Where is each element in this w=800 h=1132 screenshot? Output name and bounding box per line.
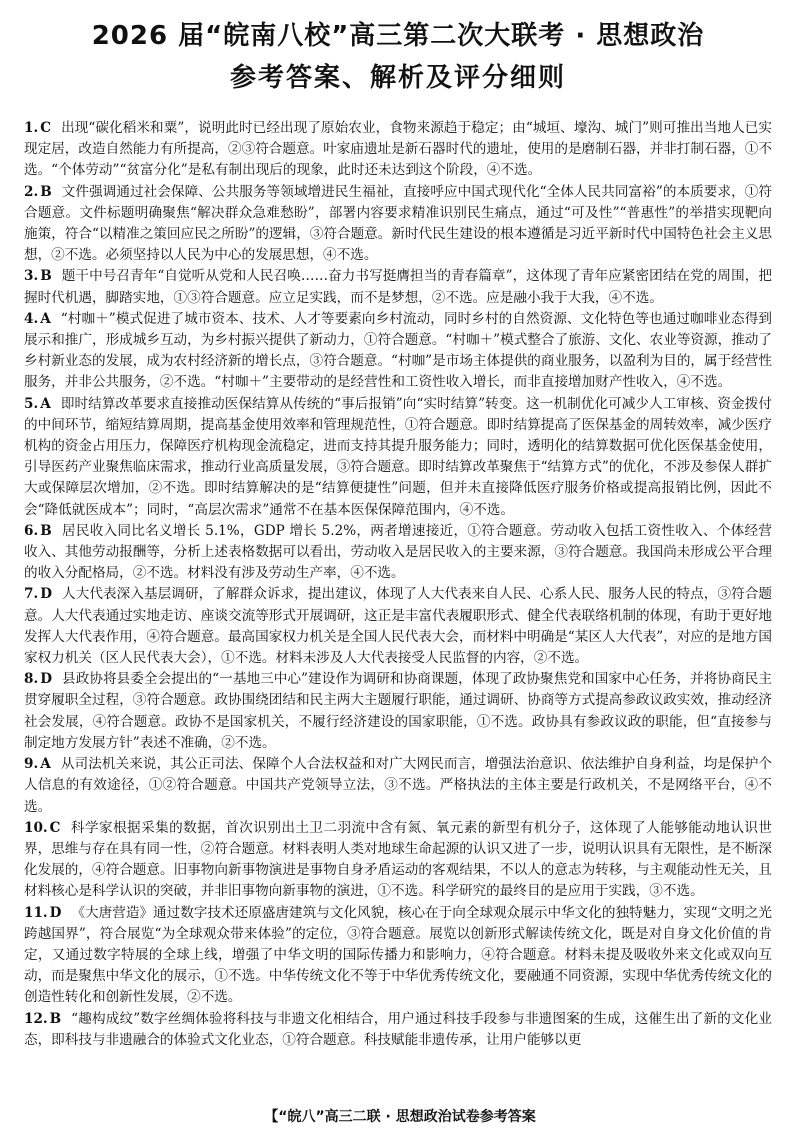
answer-explanation: “村咖＋”模式促进了城市资本、技术、人才等要素向乡村流动，同时乡村的自然资源、文化特色等也通过咖啡业态得到展示和推广，形成城乡互动，为乡村振兴提供了新动力，①符合题意。“村咖＋”模式整合了旅游、文化、农业等资源，推动了乡村新业态的发展，成为农村经济新的增长点，③符合题意。“村咖”是市场主体提供的商业服务，以盈利为目的，属于经营性服务，并非公共服务，②不选。“村咖＋”主要带动的是经营性和工资性收入增长，而非直接增加财产性收入，④不选。 [24,310,772,391]
answer-choice: B [40,522,52,539]
answer-number: 2. [24,183,39,200]
answer-number: 10. [24,819,48,836]
answer-list [24,118,772,1051]
answer-explanation: 出现“碳化稻米和粟”，说明此时已经出现了原始农业，食物来源趋于稳定；由“城垣、壕沟、城门”则可推出当地人已实现定居，改造自然能力有所提高，②③符合题意。叶家庙遗址是新石器时代的遗址，使用的是磨制石器，并非打制石器，①不选。“个体劳动”“贫富分化”是私有制出现后的现象，此时还未达到这个阶段，④不选。 [24,120,772,179]
answer-choice: D [40,671,52,688]
answer-choice: D [40,586,52,603]
answer-explanation: 题干中号召青年“自觉听从党和人民召唤……奋力书写挺膺担当的青春篇章”，这体现了青年应紧密团结在党的周围，把握时代机遇，脚踏实地，①③符合题意。应立足实践，而不是梦想，②不选。应是融小我于大我，④不选。 [24,268,772,306]
answer-number: 1. [24,120,39,136]
answer-choice: C [49,819,61,836]
page-title: 2026 届“皖南八校”高三第二次大联考 · 思想政治 [91,21,705,51]
answer-explanation: 文件强调通过社会保障、公共服务等领域增进民生福祉，直接呼应中国式现代化“全体人民共同富裕”的本质要求，①符合题意。文件标题明确聚焦“解决群众急难愁盼”，部署内容要求精准识别民生痛点，通过“可及性”“普惠性”的举措实现靶向施策，符合“以精准之策回应民之所盼”的逻辑，③符合题意。新时代民生建设的根本遵循是习近平新时代中国特色社会主义思想，②不选。必须坚持以人民为中心的发展思想，④不选。 [24,183,772,264]
answer-item [24,394,772,521]
answer-number: 4. [24,310,39,327]
answer-item [24,1009,772,1051]
answer-number: 3. [24,268,39,285]
answer-explanation: 即时结算改革要求直接推动医保结算从传统的“事后报销”向“实时结算”转变。这一机制优化可减少人工审核、资金拨付的中间环节，缩短结算周期，提高基金使用效率和管理规范性，①符合题意。即时结算提高了医保基金的周转效率，减少医疗机构的资金占用压力，保障医疗机构现金流稳定，进而支持其提升服务能力；同时，透明化的结算数据可优化医保基金使用，引导医药产业聚焦临床需求，推动行业高质量发展，③符合题意。即时结算改革聚焦于“结算方式”的优化，不涉及参保人群扩大或保障层次增加，②不选。即时结算解决的是“结算便捷性”问题，但并未直接降低医疗服务价格或提高报销比例，因此不会“降低就医成本”；同时，“高层次需求”通常不在基本医保保障范围内，④不选。 [24,395,772,518]
answer-explanation: 从司法机关来说，其公正司法、保障个人合法权益和对广大网民而言，增强法治意识、依法维护自身利益，均是保护个人信息的有效途径，①②符合题意。中国共产党领导立法，③不选。严格执法的主体主要是行政机关，不是网络平台，④不选。 [24,756,772,815]
answer-choice: A [40,756,51,773]
answer-choice: B [40,268,52,285]
answer-explanation: 居民收入同比名义增长 5.1%，GDP 增长 5.2%，两者增速接近，①符合题意。劳动收入包括工资性收入、个体经营收入、其他劳动报酬等，分析上述表格数据可以看出，劳动收入是居民收入的主要来源，③符合题意。我国尚未形成公平合理的收入分配格局，②不选。材料没有涉及劳动生产率，④不选。 [24,522,772,582]
answer-number: 12. [24,1010,48,1027]
answer-item [24,754,772,818]
answer-choice: B [49,1010,62,1027]
answer-number: 11. [24,904,48,921]
answer-choice: C [40,120,52,136]
answer-item [24,903,772,1009]
answer-number: 8. [24,671,39,688]
answer-item [24,584,772,669]
answer-number: 9. [24,756,39,773]
answer-item [24,669,772,754]
answer-explanation: 人大代表深入基层调研，了解群众诉求，提出建议，体现了人大代表来自人民、心系人民、服务人民的特点，③符合题意。人大代表通过实地走访、座谈交流等形式开展调研，这正是丰富代表履职形式、健全代表联络机制的体现，有助于更好地发挥人大代表作用，④符合题意。最高国家权力机关是全国人民代表大会，而材料中明确是“某区人大代表”，对应的是地方国家权力机关（区人民代表大会），①不选。材料未涉及人大代表接受人民监督的内容，②不选。 [24,586,772,667]
answer-choice: D [49,904,62,921]
answer-explanation: “趣构成纹”数字丝绸体验将科技与非遗文化相结合，用户通过科技手段参与非遗图案的生成，这催生出了新的文化业态，即科技与非遗融合的体验式文化业态，①符合题意。科技赋能非遗传承，让用户能够以更 [24,1010,772,1048]
answer-item [24,182,772,267]
page-footer: 【“皖八”高三二联 · 思想政治试卷参考答案 [264,1109,536,1125]
answer-number: 7. [24,586,39,603]
answer-choice: A [40,310,51,327]
page-subtitle: 参考答案、解析及评分细则 [229,63,566,93]
answer-item [24,521,772,585]
answer-choice: B [40,183,52,200]
answer-explanation: 县政协将县委全会提出的“一基地三中心”建设作为调研和协商课题，体现了政协聚焦党和国家中心任务，并将协商民主贯穿履职全过程，③符合题意。政协围绕团结和民主两大主题履行职能，通过调研、协商等方式提高参政议政实效，推动经济社会发展，④符合题意。政协不是国家机关，不履行经济建设的国家职能，①不选。政协具有参政议政的职能，但“直接参与制定地方发展方针”表述不准确，②不选。 [24,671,772,751]
answer-explanation: 《大唐营造》通过数字技术还原盛唐建筑与文化风貌，核心在于向全球观众展示中华文化的独特魅力，实现“文明之光跨越国界”，符合展览“为全球观众带来体验”的定位，③符合题意。展览以创新形式解读传统文化，既是对自身文化价值的肯定，又通过数字特展的全球上线，增强了中华文明的国际传播力和影响力，④符合题意。材料未提及吸收外来文化或双向互动，而是聚焦中华文化的展示，①不选。中华传统文化不等于中华优秀传统文化，要融通不同资源，实现中华优秀传统文化的创造性转化和创新性发展，②不选。 [24,904,772,1006]
answer-explanation: 科学家根据采集的数据，首次识别出土卫二羽流中含有氮、氧元素的新型有机分子，这体现了人能够能动地认识世界，思维与存在具有同一性，②符合题意。材料表明人类对地球生命起源的认识又进了一步，说明认识具有无限性，是不断深化发展的，④符合题意。旧事物向新事物演进是事物自身矛盾运动的客观结果，不以人的意志为转移，与主观能动性无关，且材料核心是科学认识的突破，并非旧事物向新事物的演进，①不选。科学研究的最终目的是应用于实践，③不选。 [24,819,772,900]
answer-number: 6. [24,522,39,539]
answer-item [24,818,772,903]
answer-choice: A [40,395,51,412]
answer-item [24,266,772,308]
answer-item [24,118,772,182]
answer-number: 5. [24,395,39,412]
answer-item [24,309,772,394]
